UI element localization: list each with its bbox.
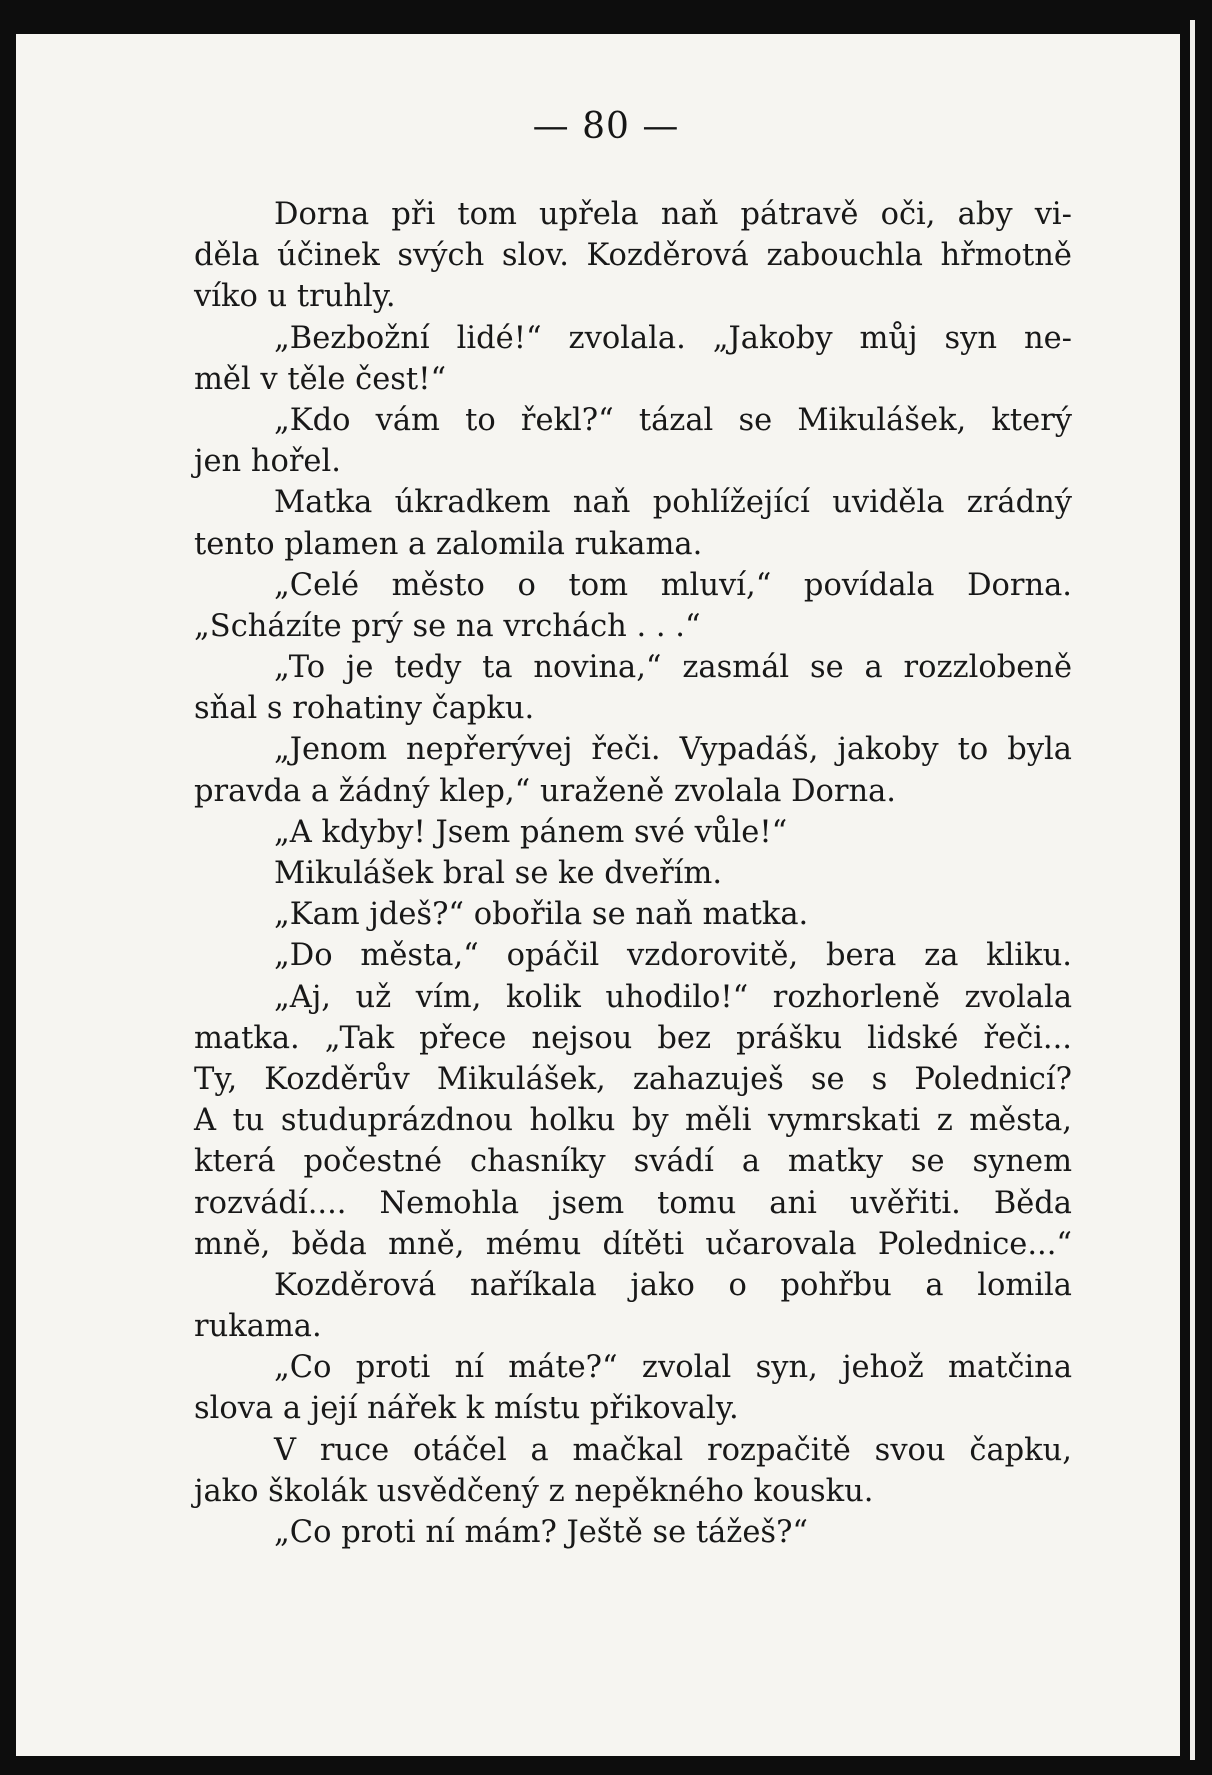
page-number: — 80 — [532, 106, 680, 147]
text-line: „Kam jdeš?“ obořila se naň matka. [274, 897, 809, 933]
text-line: měl v těle čest!“ [194, 361, 447, 397]
text-line: mně, běda mně, mému dítěti učarovala Polednice...“ [194, 1226, 1072, 1262]
text-line: „Celé město o tom mluví,“ povídala Dorna. [274, 567, 1072, 603]
text-line: „Co proti ní mám? Ještě se tážeš?“ [274, 1515, 809, 1550]
text-line: Matka úkradkem naň pohlížející uviděla zrádný [274, 485, 1072, 521]
text-line: V ruce otáčel a mačkal rozpačitě svou čapku, [274, 1432, 1072, 1468]
text-line: jako školák usvědčený z nepěkného kousku. [194, 1473, 874, 1509]
text-line: víko u truhly. [194, 279, 396, 315]
text-line: rukama. [194, 1309, 322, 1345]
text-line: „Kdo vám to řekl?“ tázal se Mikulášek, který [274, 402, 1072, 438]
text-line: „Scházíte prý se na vrchách . . .“ [194, 608, 701, 644]
text-line: rozvádí.... Nemohla jsem tomu ani uvěřiti. Běda [194, 1185, 1072, 1221]
page-edge-rule [1190, 20, 1195, 1760]
text-line: Ty, Kozděrův Mikulášek, zahazuješ se s Polednicí? [194, 1061, 1072, 1097]
text-line: jen hořel. [194, 444, 341, 480]
page-text [194, 194, 1072, 1553]
text-line: sňal s rohatiny čapku. [194, 691, 535, 727]
text-line: „Jenom nepřerývej řeči. Vypadáš, jakoby to byla [274, 732, 1072, 768]
text-line: „Co proti ní máte?“ zvolal syn, jehož matčina [274, 1350, 1072, 1386]
text-line: Kozděrová naříkala jako o pohřbu a lomila [274, 1267, 1072, 1303]
text-line: slova a její nářek k místu přikovaly. [194, 1391, 739, 1427]
text-line: Dorna při tom upřela naň pátravě oči, aby vi- [274, 197, 1072, 232]
text-line: tento plamen a zalomila rukama. [194, 526, 703, 562]
text-line: děla účinek svých slov. Kozděrová zabouchla hřmotně [194, 238, 1072, 274]
text-line: Mikulášek bral se ke dveřím. [274, 856, 723, 891]
text-line: „A kdyby! Jsem pánem své vůle!“ [274, 814, 788, 850]
text-line: matka. „Tak přece nejsou bez prášku lidské řeči... [194, 1020, 1072, 1056]
text-line: „Do města,“ opáčil vzdorovitě, bera za kliku. [274, 938, 1072, 974]
text-line: „To je tedy ta novina,“ zasmál se a rozzlobeně [274, 650, 1072, 686]
text-line: „Bezbožní lidé!“ zvolala. „Jakoby můj syn ne- [274, 320, 1072, 356]
text-line: A tu studuprázdnou holku by měli vymrskati z města, [194, 1103, 1072, 1139]
text-line: „Aj, už vím, kolik uhodilo!“ rozhorleně zvolala [274, 979, 1072, 1015]
text-line: pravda a žádný klep,“ uraženě zvolala Dorna. [194, 773, 897, 809]
text-line: která počestné chasníky svádí a matky se synem [194, 1144, 1072, 1180]
